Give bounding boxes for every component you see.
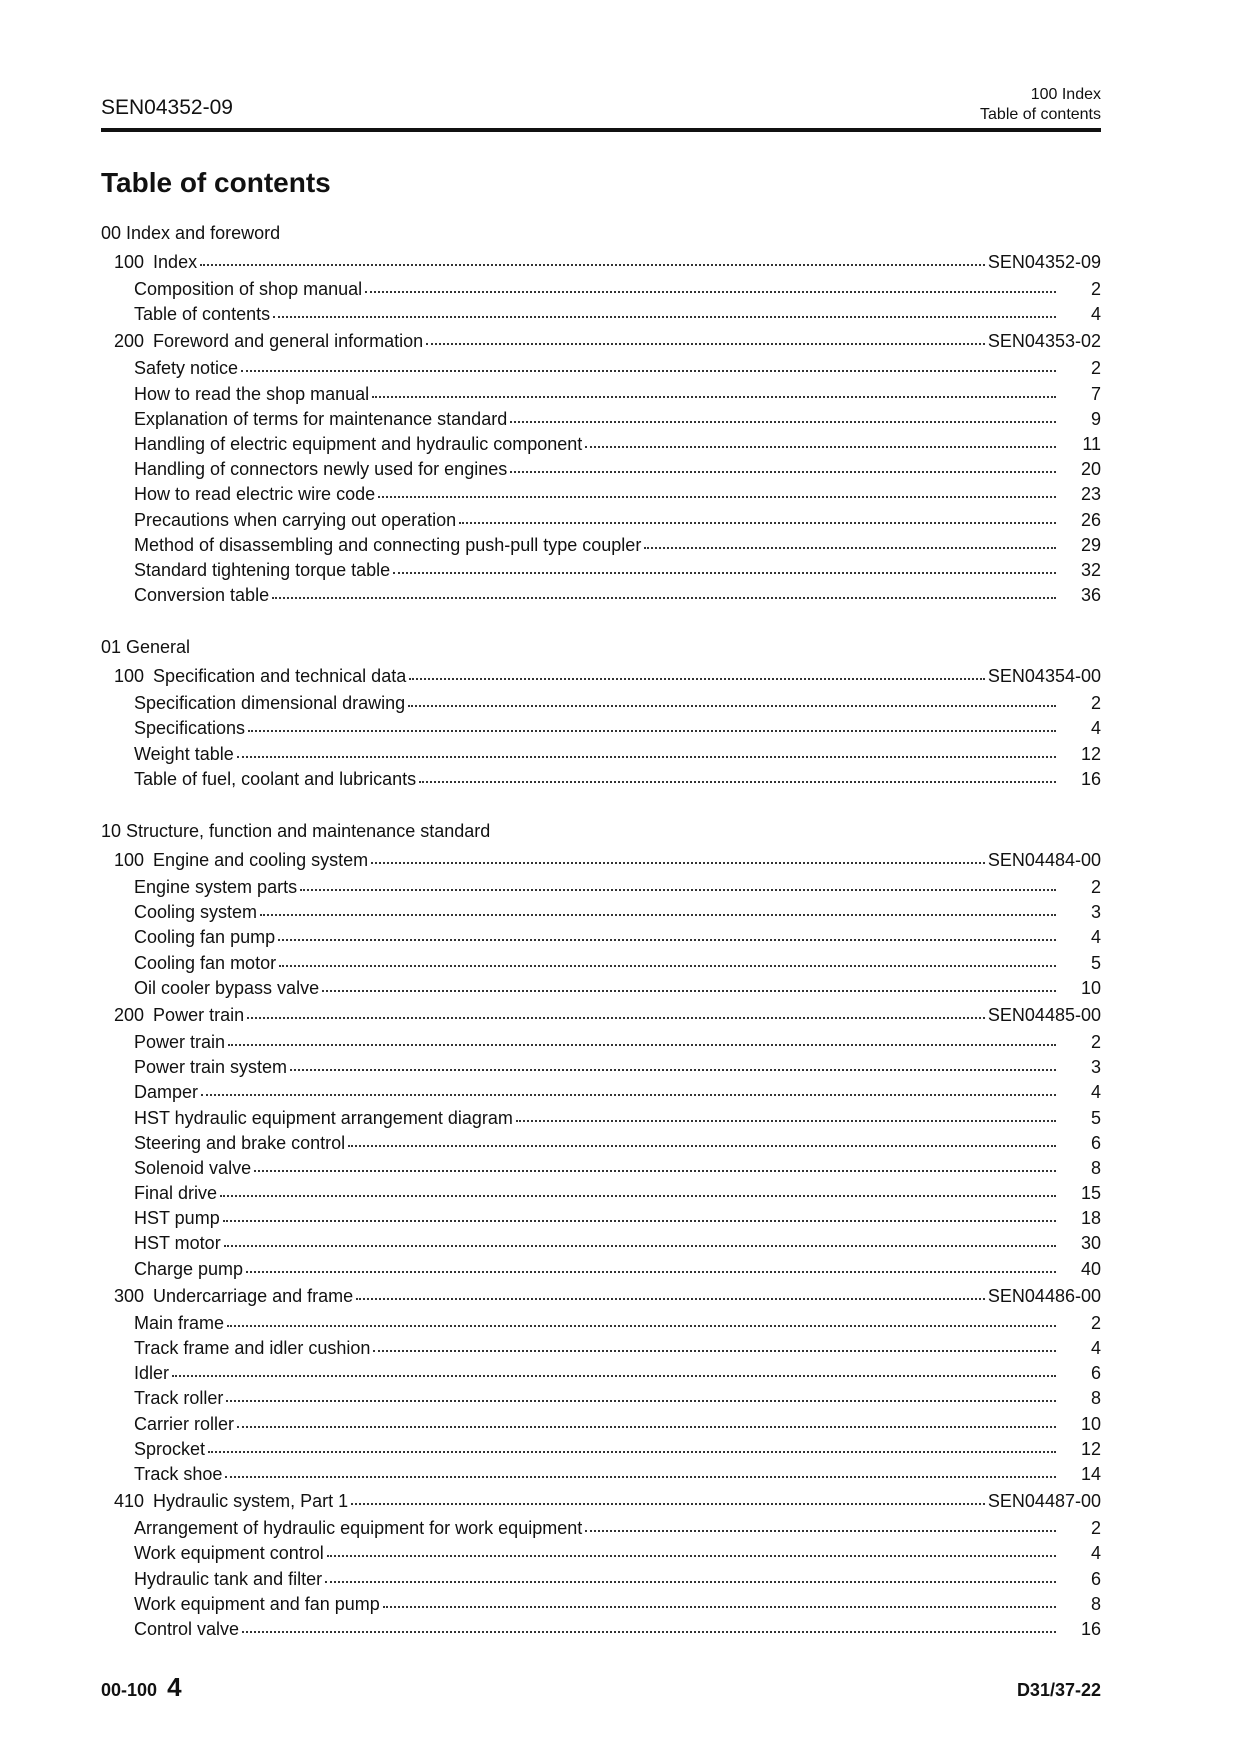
toc-item-page: 15	[1080, 1183, 1101, 1204]
toc-chapter-entry[interactable]	[101, 327, 1101, 356]
toc-item-title: Specifications	[134, 718, 246, 739]
toc-item-entry[interactable]	[101, 1206, 1101, 1231]
toc-chapter-number: 300	[114, 1285, 145, 1306]
dot-leader	[393, 568, 1056, 574]
toc-item-title: Table of contents	[134, 304, 271, 325]
toc-chapter-title: Specification and technical data	[153, 666, 407, 687]
toc-item-title: Work equipment and fan pump	[134, 1593, 380, 1614]
toc-item-title: Explanation of terms for maintenance standard	[134, 408, 508, 429]
toc-item-page: 2	[1090, 1312, 1101, 1333]
toc-item-title: How to read electric wire code	[134, 484, 376, 505]
toc-item-page: 2	[1090, 358, 1101, 379]
table-of-contents	[101, 218, 1101, 1642]
document-code: SEN04352-09	[101, 96, 233, 119]
toc-item-entry[interactable]	[101, 1437, 1101, 1462]
toc-item-title: Cooling fan motor	[134, 952, 277, 973]
toc-item-page: 5	[1090, 1107, 1101, 1128]
toc-item-title: HST motor	[134, 1233, 221, 1254]
toc-item-title: Handling of connectors newly used for engines	[134, 459, 508, 480]
toc-item-title: Standard tightening torque table	[134, 559, 391, 580]
dot-leader	[426, 339, 985, 345]
toc-item-entry[interactable]	[101, 976, 1101, 1001]
toc-chapter-title: Undercarriage and frame	[153, 1285, 354, 1306]
toc-item-title: Sprocket	[134, 1438, 206, 1459]
toc-item-title: Method of disassembling and connecting push-pull type coupler	[134, 534, 642, 555]
toc-item-page: 14	[1080, 1463, 1101, 1484]
toc-item-page: 29	[1080, 534, 1101, 555]
toc-item-title: Precautions when carrying out operation	[134, 509, 457, 530]
toc-chapter-entry[interactable]	[101, 1487, 1101, 1516]
toc-item-entry[interactable]	[101, 302, 1101, 327]
toc-item-page: 3	[1090, 1057, 1101, 1078]
toc-item-page: 3	[1090, 902, 1101, 923]
toc-item-title: Oil cooler bypass valve	[134, 977, 320, 998]
toc-item-entry[interactable]	[101, 1131, 1101, 1156]
dot-leader	[242, 1627, 1056, 1633]
toc-item-page: 10	[1080, 1413, 1101, 1434]
toc-item-entry[interactable]	[101, 767, 1101, 792]
page-footer	[101, 1672, 1101, 1712]
dot-leader	[325, 1577, 1056, 1583]
dot-leader	[371, 858, 985, 864]
toc-item-title: Carrier roller	[134, 1413, 235, 1434]
footer-code: 00-100	[101, 1680, 158, 1700]
toc-item-page: 11	[1082, 433, 1101, 454]
dot-leader	[172, 1371, 1056, 1377]
toc-item-entry[interactable]	[101, 1030, 1101, 1055]
dot-leader	[237, 752, 1056, 758]
dot-leader	[225, 1472, 1056, 1478]
dot-leader	[378, 492, 1056, 498]
dot-leader	[248, 726, 1056, 732]
toc-item-title: Track shoe	[134, 1463, 223, 1484]
toc-item-entry[interactable]	[101, 558, 1101, 583]
toc-chapter-title: Power train	[153, 1004, 245, 1025]
toc-item-page: 36	[1080, 585, 1101, 606]
toc-item-title: Cooling system	[134, 902, 258, 923]
toc-item-page: 32	[1080, 559, 1101, 580]
toc-chapter-ref: SEN04485-00	[987, 1004, 1101, 1025]
toc-item-title: Solenoid valve	[134, 1157, 252, 1178]
toc-item-entry[interactable]	[101, 900, 1101, 925]
toc-item-page: 10	[1080, 977, 1101, 998]
toc-item-page: 6	[1090, 1568, 1101, 1589]
header-section: 100 Index	[1030, 86, 1101, 103]
toc-item-entry[interactable]	[101, 1181, 1101, 1206]
footer-model: D31/37-22	[1016, 1680, 1101, 1700]
toc-item-entry[interactable]	[101, 1516, 1101, 1541]
toc-chapter-entry[interactable]	[101, 662, 1101, 691]
manual-page	[101, 0, 1101, 1754]
dot-leader	[300, 885, 1056, 891]
toc-item-entry[interactable]	[101, 1592, 1101, 1617]
toc-item-page: 8	[1090, 1157, 1101, 1178]
dot-leader	[226, 1396, 1056, 1402]
toc-chapter-ref: SEN04352-09	[987, 252, 1101, 272]
toc-item-title: How to read the shop manual	[134, 383, 370, 404]
dot-leader	[327, 1551, 1056, 1557]
dot-leader	[224, 1241, 1056, 1247]
toc-item-page: 8	[1090, 1388, 1101, 1409]
toc-item-page: 23	[1080, 484, 1101, 505]
dot-leader	[260, 910, 1056, 916]
toc-item-page: 26	[1080, 509, 1101, 530]
toc-item-entry[interactable]	[101, 1311, 1101, 1336]
toc-chapter-title: Engine and cooling system	[153, 850, 369, 870]
toc-item-page: 4	[1090, 304, 1101, 325]
toc-item-title: Hydraulic tank and filter	[134, 1568, 323, 1589]
toc-item-title: Table of fuel, coolant and lubricants	[134, 768, 417, 789]
toc-item-entry[interactable]	[101, 691, 1101, 716]
footer-page-number: 4	[167, 1672, 182, 1702]
dot-leader	[585, 442, 1056, 448]
toc-item-entry[interactable]	[101, 1412, 1101, 1437]
toc-item-entry[interactable]	[101, 875, 1101, 900]
dot-leader	[279, 961, 1056, 967]
toc-item-entry[interactable]	[101, 1617, 1101, 1642]
toc-chapter-title: Foreword and general information	[153, 331, 424, 352]
toc-item-title: Power train	[134, 1031, 226, 1052]
toc-item-title: Weight table	[134, 743, 234, 764]
toc-item-page: 2	[1090, 279, 1101, 299]
toc-item-page: 2	[1090, 1031, 1101, 1052]
toc-section-title: 00 Index and foreword	[101, 223, 281, 243]
toc-item-title: HST hydraulic equipment arrangement diagram	[134, 1107, 513, 1128]
dot-leader	[510, 467, 1056, 473]
toc-chapter-title: Hydraulic system, Part 1	[153, 1491, 349, 1512]
dot-leader	[208, 1447, 1056, 1453]
toc-item-title: Handling of electric equipment and hydraulic component	[134, 433, 583, 454]
header-divider	[101, 128, 1101, 132]
toc-item-entry[interactable]	[101, 1336, 1101, 1361]
toc-item-title: Main frame	[134, 1312, 225, 1333]
toc-item-page: 8	[1090, 1593, 1101, 1614]
toc-item-entry[interactable]	[101, 407, 1101, 432]
toc-item-page: 16	[1080, 768, 1101, 789]
footer-page-code	[101, 1672, 182, 1703]
toc-chapter-entry[interactable]	[101, 846, 1101, 875]
dot-leader	[278, 935, 1056, 941]
toc-item-page: 30	[1080, 1233, 1101, 1254]
toc-item-title: Engine system parts	[134, 877, 298, 897]
toc-item-entry[interactable]	[101, 482, 1101, 507]
toc-item-page: 5	[1090, 952, 1101, 973]
page-header	[101, 82, 1101, 128]
toc-item-title: Final drive	[134, 1183, 218, 1204]
toc-chapter-entry[interactable]	[101, 1282, 1101, 1311]
toc-item-page: 20	[1080, 459, 1101, 480]
dot-leader	[228, 1040, 1056, 1046]
dot-leader	[237, 1422, 1056, 1428]
toc-item-entry[interactable]	[101, 1257, 1101, 1282]
toc-item-page: 12	[1080, 1438, 1101, 1459]
dot-leader	[356, 1294, 985, 1300]
dot-leader	[200, 260, 985, 266]
dot-leader	[408, 701, 1056, 707]
toc-chapter-number: 200	[114, 331, 145, 352]
toc-section-title: 01 General	[101, 637, 191, 658]
toc-item-page: 40	[1080, 1258, 1101, 1279]
toc-item-entry[interactable]	[101, 382, 1101, 407]
toc-item-entry[interactable]	[101, 533, 1101, 558]
dot-leader	[365, 287, 1056, 293]
toc-item-entry[interactable]	[101, 356, 1101, 381]
toc-item-title: Power train system	[134, 1057, 288, 1078]
toc-item-title: Cooling fan pump	[134, 927, 276, 948]
dot-leader	[644, 543, 1056, 549]
toc-chapter-ref: SEN04354-00	[987, 666, 1101, 687]
toc-item-entry[interactable]	[101, 277, 1101, 302]
dot-leader	[372, 392, 1056, 398]
toc-item-page: 6	[1090, 1132, 1101, 1153]
toc-item-title: Safety notice	[134, 358, 239, 379]
dot-leader	[246, 1267, 1056, 1273]
toc-item-page: 2	[1090, 877, 1101, 897]
dot-leader	[241, 366, 1056, 372]
toc-item-title: Idler	[134, 1363, 170, 1384]
dot-leader	[516, 1116, 1056, 1122]
section-spacer	[101, 608, 1101, 632]
dot-leader	[290, 1065, 1056, 1071]
toc-item-page: 4	[1090, 1543, 1101, 1564]
toc-item-entry[interactable]	[101, 508, 1101, 533]
section-spacer	[101, 792, 1101, 816]
toc-item-page: 4	[1090, 927, 1101, 948]
header-section-info	[980, 85, 1101, 125]
dot-leader	[409, 674, 985, 680]
toc-item-title: Work equipment control	[134, 1543, 324, 1564]
toc-item-title: Damper	[134, 1082, 199, 1103]
toc-item-entry[interactable]	[101, 742, 1101, 767]
dot-leader	[254, 1166, 1056, 1172]
toc-item-page: 4	[1090, 1338, 1101, 1358]
toc-item-entry[interactable]	[101, 457, 1101, 482]
toc-item-entry[interactable]	[101, 1361, 1101, 1386]
toc-item-page: 18	[1080, 1208, 1101, 1229]
dot-leader	[322, 986, 1056, 992]
toc-item-title: Steering and brake control	[134, 1132, 346, 1153]
toc-chapter-entry[interactable]	[101, 1001, 1101, 1030]
toc-chapter-title: Index	[153, 252, 198, 272]
dot-leader	[201, 1090, 1056, 1096]
dot-leader	[272, 593, 1056, 599]
toc-item-title: Specification dimensional drawing	[134, 693, 406, 714]
toc-item-page: 4	[1090, 1082, 1101, 1103]
toc-item-entry[interactable]	[101, 1386, 1101, 1411]
toc-item-entry[interactable]	[101, 1567, 1101, 1592]
toc-item-entry[interactable]	[101, 716, 1101, 741]
dot-leader	[351, 1499, 985, 1505]
toc-item-title: Charge pump	[134, 1258, 244, 1279]
toc-item-entry[interactable]	[101, 1541, 1101, 1566]
toc-item-page: 6	[1090, 1363, 1101, 1384]
toc-chapter-number: 100	[114, 850, 145, 870]
toc-item-page: 4	[1090, 718, 1101, 739]
toc-item-entry[interactable]	[101, 925, 1101, 950]
toc-chapter-number: 100	[114, 252, 145, 272]
page-title: Table of contents	[101, 167, 331, 198]
dot-leader	[227, 1321, 1056, 1327]
dot-leader	[247, 1013, 985, 1019]
dot-leader	[223, 1216, 1056, 1222]
toc-item-page: 2	[1090, 1518, 1101, 1539]
toc-item-page: 9	[1090, 408, 1101, 429]
toc-item-entry[interactable]	[101, 432, 1101, 457]
dot-leader	[373, 1346, 1056, 1352]
dot-leader	[419, 777, 1056, 783]
toc-chapter-number: 100	[114, 666, 145, 687]
toc-item-entry[interactable]	[101, 1106, 1101, 1131]
toc-chapter-entry[interactable]	[101, 248, 1101, 277]
toc-chapter-ref: SEN04487-00	[987, 1491, 1101, 1512]
dot-leader	[220, 1191, 1056, 1197]
toc-item-entry[interactable]	[101, 1080, 1101, 1105]
toc-item-page: 2	[1090, 693, 1101, 714]
toc-chapter-ref: SEN04486-00	[987, 1285, 1101, 1306]
dot-leader	[585, 1526, 1056, 1532]
toc-item-entry[interactable]	[101, 1055, 1101, 1080]
dot-leader	[510, 417, 1056, 423]
toc-item-entry[interactable]	[101, 583, 1101, 608]
toc-item-title: HST pump	[134, 1208, 220, 1229]
toc-item-entry[interactable]	[101, 1156, 1101, 1181]
dot-leader	[459, 518, 1056, 524]
toc-item-title: Composition of shop manual	[134, 279, 363, 299]
toc-item-title: Conversion table	[134, 585, 270, 606]
toc-item-title: Control valve	[134, 1618, 240, 1639]
dot-leader	[348, 1141, 1056, 1147]
toc-item-page: 16	[1080, 1618, 1101, 1639]
toc-item-title: Track frame and idler cushion	[134, 1338, 371, 1358]
toc-item-entry[interactable]	[101, 951, 1101, 976]
toc-item-page: 7	[1090, 383, 1101, 404]
dot-leader	[273, 312, 1056, 318]
toc-item-entry[interactable]	[101, 1231, 1101, 1256]
toc-chapter-number: 410	[114, 1491, 145, 1512]
header-subsection: Table of contents	[980, 106, 1101, 123]
toc-item-entry[interactable]	[101, 1462, 1101, 1487]
toc-item-title: Arrangement of hydraulic equipment for work equipment	[134, 1518, 583, 1539]
toc-chapter-number: 200	[114, 1004, 145, 1025]
toc-section-title: 10 Structure, function and maintenance standard	[101, 821, 491, 841]
toc-item-page: 12	[1080, 743, 1101, 764]
toc-chapter-ref: SEN04353-02	[987, 331, 1101, 352]
dot-leader	[383, 1602, 1056, 1608]
toc-chapter-ref: SEN04484-00	[987, 850, 1101, 870]
toc-item-title: Track roller	[134, 1388, 224, 1409]
